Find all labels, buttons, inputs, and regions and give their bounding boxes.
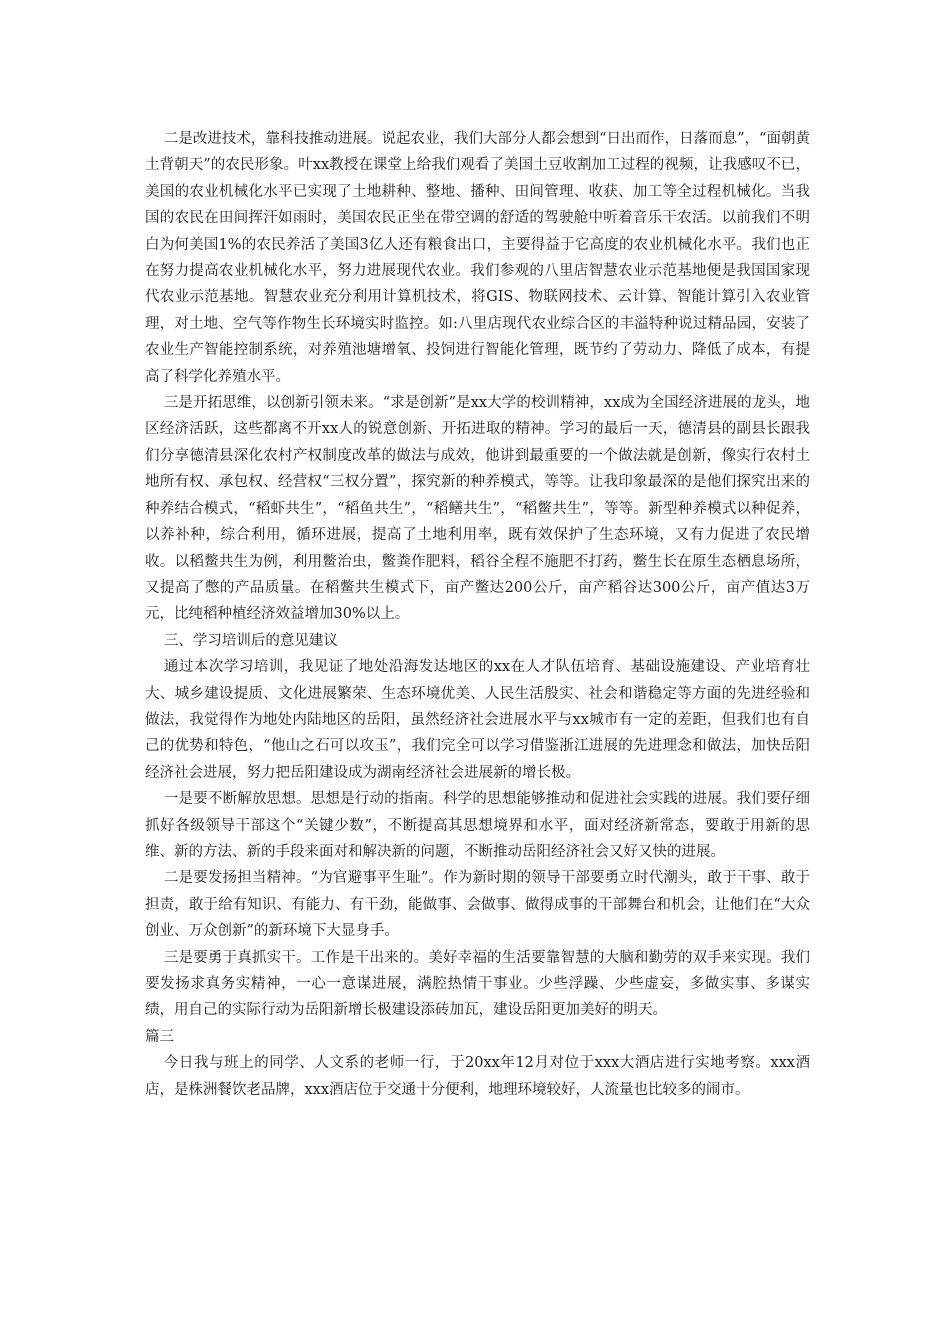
- paragraph-liberate-thinking: 一是要不断解放思想。思想是行动的指南。科学的思想能够推动和促进社会实践的进展。我们要仔细抓好各级领导干部这个“关键少数”，不断提高其思想境界和水平，面对经济新常态，要敢于用新的思维、新的方法、新的手段来面对和解决新的问题，不断推动岳阳经济社会又好又快的进展。: [145, 791, 810, 860]
- paragraph-innovation: 三是开拓思维，以创新引领未来。“求是创新”是xx大学的校训精神，xx成为全国经济进展的龙头，地区经济活跃，这些都离不开xx人的锐意创新、开拓进取的精神。学习的最后一天，德清县的副县长跟我们分享德清县深化农村产权制度改革的做法与成效，他讲到最重要的一个做法就是创新，像实行农村土地所有权、承包权、经营权“三权分置”，探究新的种养模式，等等。让我印象最深的是他们探究出来的种养结合模式，“稻虾共生”，“稻鱼共生”，“稻鳝共生”，“稻鳖共生”，等等。新型种养模式以种促养，以养补种，综合利用，循环进展，提高了土地利用率，既有效保护了生态环境，又有力促进了农民增收。以稻鳖共生为例，利用鳖治虫，鳖粪作肥料，稻谷全程不施肥不打药，鳖生长在原生态栖息场所，又提高了憋的产品质量。在稻鳖共生模式下，亩产鳖达200公斤，亩产稻谷达300公斤，亩产值达3万元，比纯稻种植经济效益增加30%以上。: [145, 395, 810, 623]
- chapter-heading-part-three: 篇三: [145, 1028, 174, 1045]
- paragraph-technology: 二是改进技术，靠科技推动进展。说起农业，我们大部分人都会想到“日出而作，日落而息”，“面朝黄土背朝天”的农民形象。叶xx教授在课堂上给我们观看了美国土豆收割加工过程的视频，让我感叹不已，美国的农业机械化水平已实现了土地耕种、整地、播种、田间管理、收获、加工等全过程机械化。当我国的农民在田间挥汗如雨时，美国农民正坐在带空调的舒适的驾驶舱中听着音乐干农活。以前我们不明白为何美国1%的农民养活了美国3亿人还有粮食出口，主要得益于它高度的农业机械化水平。我们也正在努力提高农业机械化水平，努力进展现代农业。我们参观的八里店智慧农业示范基地便是我国国家现代农业示范基地。智慧农业充分利用计算机技术，将GIS、物联网技术、云计算、智能计算引入农业管理，对土地、空气等作物生长环境实时监控。如:八里店现代农业综合区的丰溢特种说过精品园，安装了农业生产智能控制系统，对养殖池塘增氧、投饲进行智能化管理，既节约了劳动力、降低了成本，有提高了科学化养殖水平。: [145, 131, 810, 385]
- section-heading-suggestions: 三、学习培训后的意见建议: [163, 632, 338, 649]
- paragraph-hotel-visit: 今日我与班上的同学、人文系的老师一行，于20xx年12月对位于xxx大酒店进行实地考察。xxx酒店，是株洲餐饮老品牌，xxx酒店位于交通十分便利，地理环境较好，人流量也比较多的闹市。: [145, 1055, 810, 1098]
- paragraph-responsibility: 二是要发扬担当精神。“为官避事平生耻”。作为新时期的领导干部要勇立时代潮头，敢于干事、敢于担责，敢于给有知识、有能力、有干劲，能做事、会做事、做得成事的干部舞台和机会，让他们在“大众创业、万众创新”的新环境下大显身手。: [145, 870, 810, 940]
- paragraph-practical-work: 三是要勇于真抓实干。工作是干出来的。美好幸福的生活要靠智慧的大脑和勤劳的双手来实现。我们要发扬求真务实精神，一心一意谋进展，满腔热情干事业。少些浮躁、少些虚妄，多做实事、多谋实绩，用自己的实际行动为岳阳新增长极建设添砖加瓦，建设岳阳更加美好的明天。: [145, 949, 810, 1019]
- paragraph-training-summary: 通过本次学习培训，我见证了地处沿海发达地区的xx在人才队伍培育、基础设施建设、产业培育壮大、城乡建设提质、文化进展繁荣、生态环境优美、人民生活殷实、社会和谐稳定等方面的先进经验和做法，我觉得作为地处内陆地区的岳阳，虽然经济社会进展水平与xx城市有一定的差距，但我们也有自己的优势和特色，“他山之石可以攻玉”，我们完全可以学习借鉴浙江进展的先进理念和做法，加快岳阳经济社会进展，努力把岳阳建设成为湖南经济社会进展新的增长极。: [145, 659, 810, 781]
- document-body: [145, 126, 810, 1103]
